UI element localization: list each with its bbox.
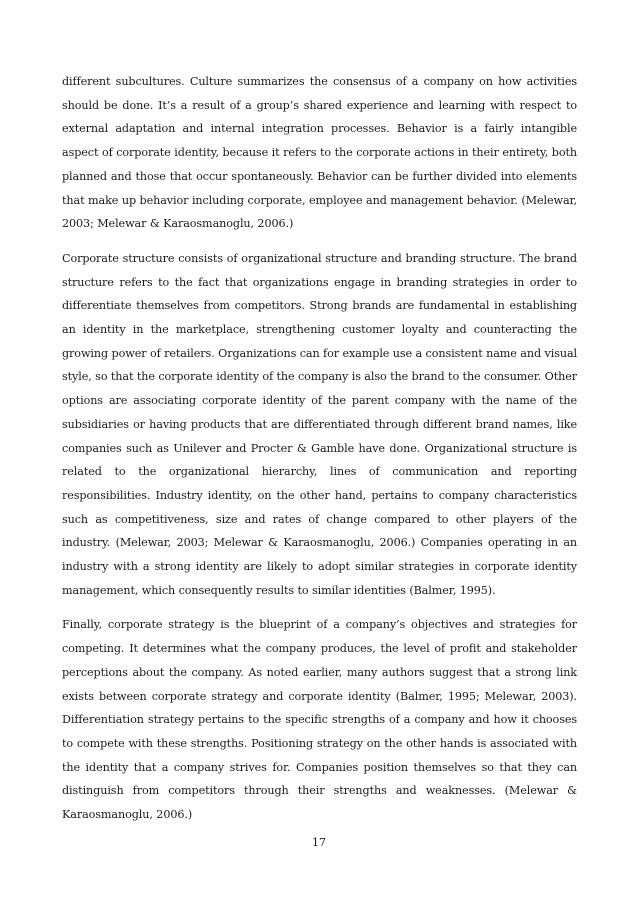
paragraph-corporate-strategy: Finally, corporate strategy is the blueprint of a company’s objectives and strategies for competing. It determines what the company produces, the level of profit and stakeholder perceptions about the company. As noted earlier, many authors suggest that a strong link exists between corporate strategy and corporate identity (Balmer, 1995; Melewar, 2003). Differentiation strategy pertains to the specific strengths of a company and how it chooses to compete with these strengths. Positioning strategy on the other hands is associated with the identity that a company strives for. Companies position themselves so that they can distinguish from competitors through their strengths and weaknesses. (Melewar & Karaosmanoglu, 2006.) — [62, 618, 577, 822]
page-number: 17 — [312, 836, 326, 849]
paragraph-corporate-structure: Corporate structure consists of organizational structure and branding structure. The brand structure refers to the fact that organizations engage in branding strategies in order to differentiate themselves from competitors. Strong brands are fundamental in establishing an identity in the marketplace, strengthening customer loyalty and counteracting the growing power of retailers. Organizations can for example use a consistent name and visual style, so that the corporate identity of the company is also the brand to the consumer. Other options are associating corporate identity of the parent company with the name of the subsidiaries or having products that are differentiated through different brand names, like companies such as Unilever and Procter & Gamble have done. Organizational structure is related to the organizational hierarchy, lines of communication and reporting responsibilities. Industry identity, on the other hand, pertains to company characteristics such as competitiveness, size and rates of change compared to other players of the industry. (Melewar, 2003; Melewar & Karaosmanoglu, 2006.) Companies operating in an industry with a strong identity are likely to adopt similar strategies in corporate identity management, which consequently results to similar identities (Balmer, 1995). — [62, 251, 577, 597]
body-text — [62, 70, 577, 838]
paragraph-culture-behavior: different subcultures. Culture summarizes the consensus of a company on how activities should be done. It’s a result of a group’s shared experience and learning with respect to external adaptation and internal integration processes. Behavior is a fairly intangible aspect of corporate identity, because it refers to the corporate actions in their entirety, both planned and those that occur spontaneously. Behavior can be further divided into elements that make up behavior including corporate, employee and management behavior. (Melewar, 2003; Melewar & Karaosmanoglu, 2006.) — [62, 75, 577, 231]
